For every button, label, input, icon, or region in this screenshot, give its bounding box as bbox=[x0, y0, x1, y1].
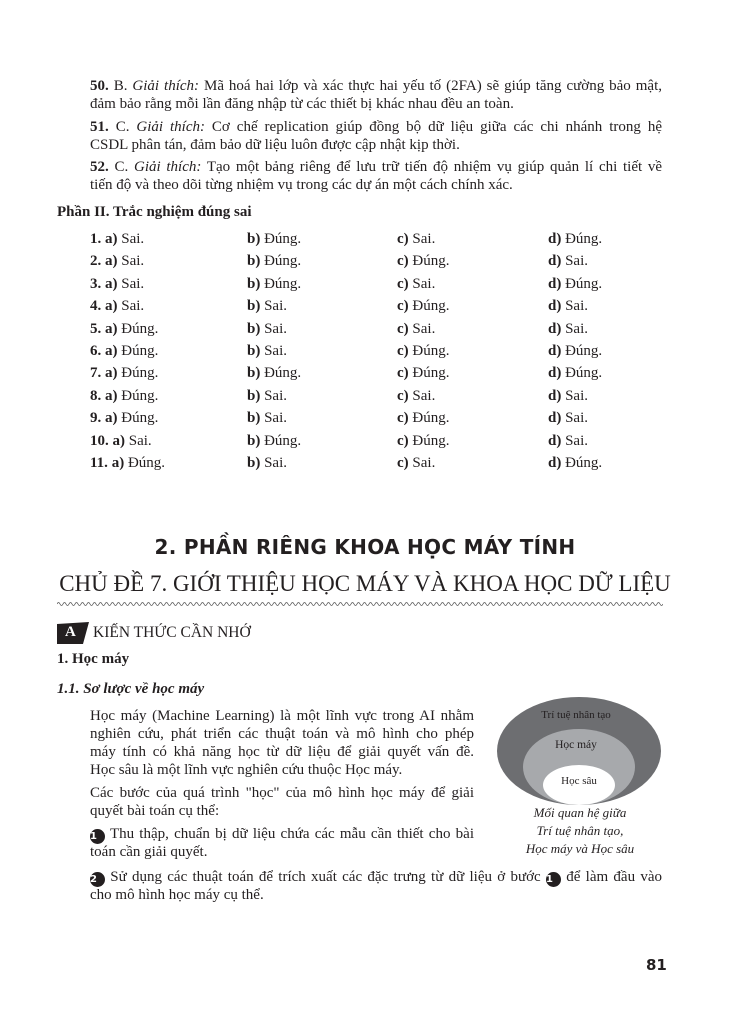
tf-answer-a: 6. a) Đúng. bbox=[90, 343, 159, 359]
part2-heading: Phần II. Trắc nghiệm đúng sai bbox=[57, 204, 252, 220]
tf-answer-b: b) Sai. bbox=[247, 387, 288, 404]
tf-row bbox=[0, 298, 730, 318]
tf-answer-a: 3. a) Sai. bbox=[90, 275, 145, 292]
tf-answer-c: c) Đúng. bbox=[397, 432, 450, 449]
tf-answer-a: 7. a) Đúng. bbox=[90, 365, 159, 382]
tf-answer-a: 10. a) Sai. bbox=[90, 432, 152, 449]
tf-answer-c: c) Đúng. bbox=[397, 253, 450, 270]
tf-answer-b: b) Đúng. bbox=[247, 231, 302, 247]
tf-row bbox=[0, 343, 730, 363]
tf-answer-b: b) Đúng. bbox=[247, 275, 302, 292]
tf-answer-b: b) Sai. bbox=[247, 343, 288, 359]
tf-row bbox=[0, 253, 730, 273]
page-number: 81 bbox=[646, 956, 667, 974]
tf-row bbox=[0, 388, 730, 408]
step-ref-icon: 1 bbox=[546, 872, 561, 887]
topic-title: CHỦ ĐỀ 7. GIỚI THIỆU HỌC MÁY VÀ KHOA HỌC DỮ LIỆU bbox=[59, 571, 671, 596]
tf-answer-b: b) Sai. bbox=[247, 455, 288, 471]
tf-answer-c: c) Sai. bbox=[397, 455, 436, 471]
tf-answer-d: d) Sai. bbox=[548, 387, 589, 404]
tf-answer-c: c) Sai. bbox=[397, 231, 436, 247]
tf-row bbox=[0, 321, 730, 341]
tf-answer-c: c) Sai. bbox=[397, 387, 436, 404]
step-number-icon: 1 bbox=[90, 829, 105, 844]
wavy-divider bbox=[57, 600, 663, 608]
tf-answer-c: c) Đúng. bbox=[397, 343, 450, 359]
tf-answer-a: 8. a) Đúng. bbox=[90, 387, 159, 404]
tf-answer-d: d) Đúng. bbox=[548, 455, 603, 471]
tf-answer-d: d) Đúng. bbox=[548, 275, 603, 292]
tf-row bbox=[0, 433, 730, 453]
tf-answer-b: b) Sai. bbox=[247, 298, 288, 315]
tf-answer-a: 2. a) Sai. bbox=[90, 253, 145, 270]
tf-row bbox=[0, 455, 730, 475]
tf-answer-c: c) Sai. bbox=[397, 320, 436, 337]
tf-answer-b: b) Đúng. bbox=[247, 432, 302, 449]
tf-answer-a: 1. a) Sai. bbox=[90, 231, 145, 247]
diagram-caption: Mối quan hệ giữa Trí tuệ nhân tạo, Học máy và Học sâu bbox=[525, 805, 635, 856]
tf-answer-d: d) Đúng. bbox=[548, 343, 603, 359]
step-number-icon: 2 bbox=[90, 872, 105, 887]
heading-hoc-may: 1. Học máy bbox=[57, 651, 130, 667]
tf-answer-a: 9. a) Đúng. bbox=[90, 410, 159, 427]
tf-answer-b: b) Đúng. bbox=[247, 365, 302, 382]
tf-answer-c: c) Đúng. bbox=[397, 410, 450, 427]
tf-answer-c: c) Sai. bbox=[397, 275, 436, 292]
heading-so-luoc: 1.1. Sơ lược về học máy bbox=[57, 681, 205, 697]
tf-answer-b: b) Đúng. bbox=[247, 253, 302, 270]
section-title: 2. PHẦN RIÊNG KHOA HỌC MÁY TÍNH bbox=[154, 535, 576, 559]
tf-row bbox=[0, 231, 730, 251]
tf-answer-d: d) Đúng. bbox=[548, 365, 603, 382]
tf-answer-a: 11. a) Đúng. bbox=[90, 455, 166, 471]
tf-answer-d: d) Sai. bbox=[548, 253, 589, 270]
tf-answer-d: d) Sai. bbox=[548, 432, 589, 449]
tf-row bbox=[0, 276, 730, 296]
tf-answer-d: d) Sai. bbox=[548, 410, 589, 427]
tf-answer-a: 5. a) Đúng. bbox=[90, 320, 159, 337]
tf-answer-c: c) Đúng. bbox=[397, 298, 450, 315]
tf-answer-d: d) Sai. bbox=[548, 320, 589, 337]
tf-answer-d: d) Đúng. bbox=[548, 231, 603, 247]
tf-answer-b: b) Sai. bbox=[247, 410, 288, 427]
tf-answer-d: d) Sai. bbox=[548, 298, 589, 315]
tf-answer-b: b) Sai. bbox=[247, 320, 288, 337]
tf-row bbox=[0, 410, 730, 430]
tf-row bbox=[0, 365, 730, 385]
tf-answer-a: 4. a) Sai. bbox=[90, 298, 145, 315]
tf-answer-c: c) Đúng. bbox=[397, 365, 450, 382]
